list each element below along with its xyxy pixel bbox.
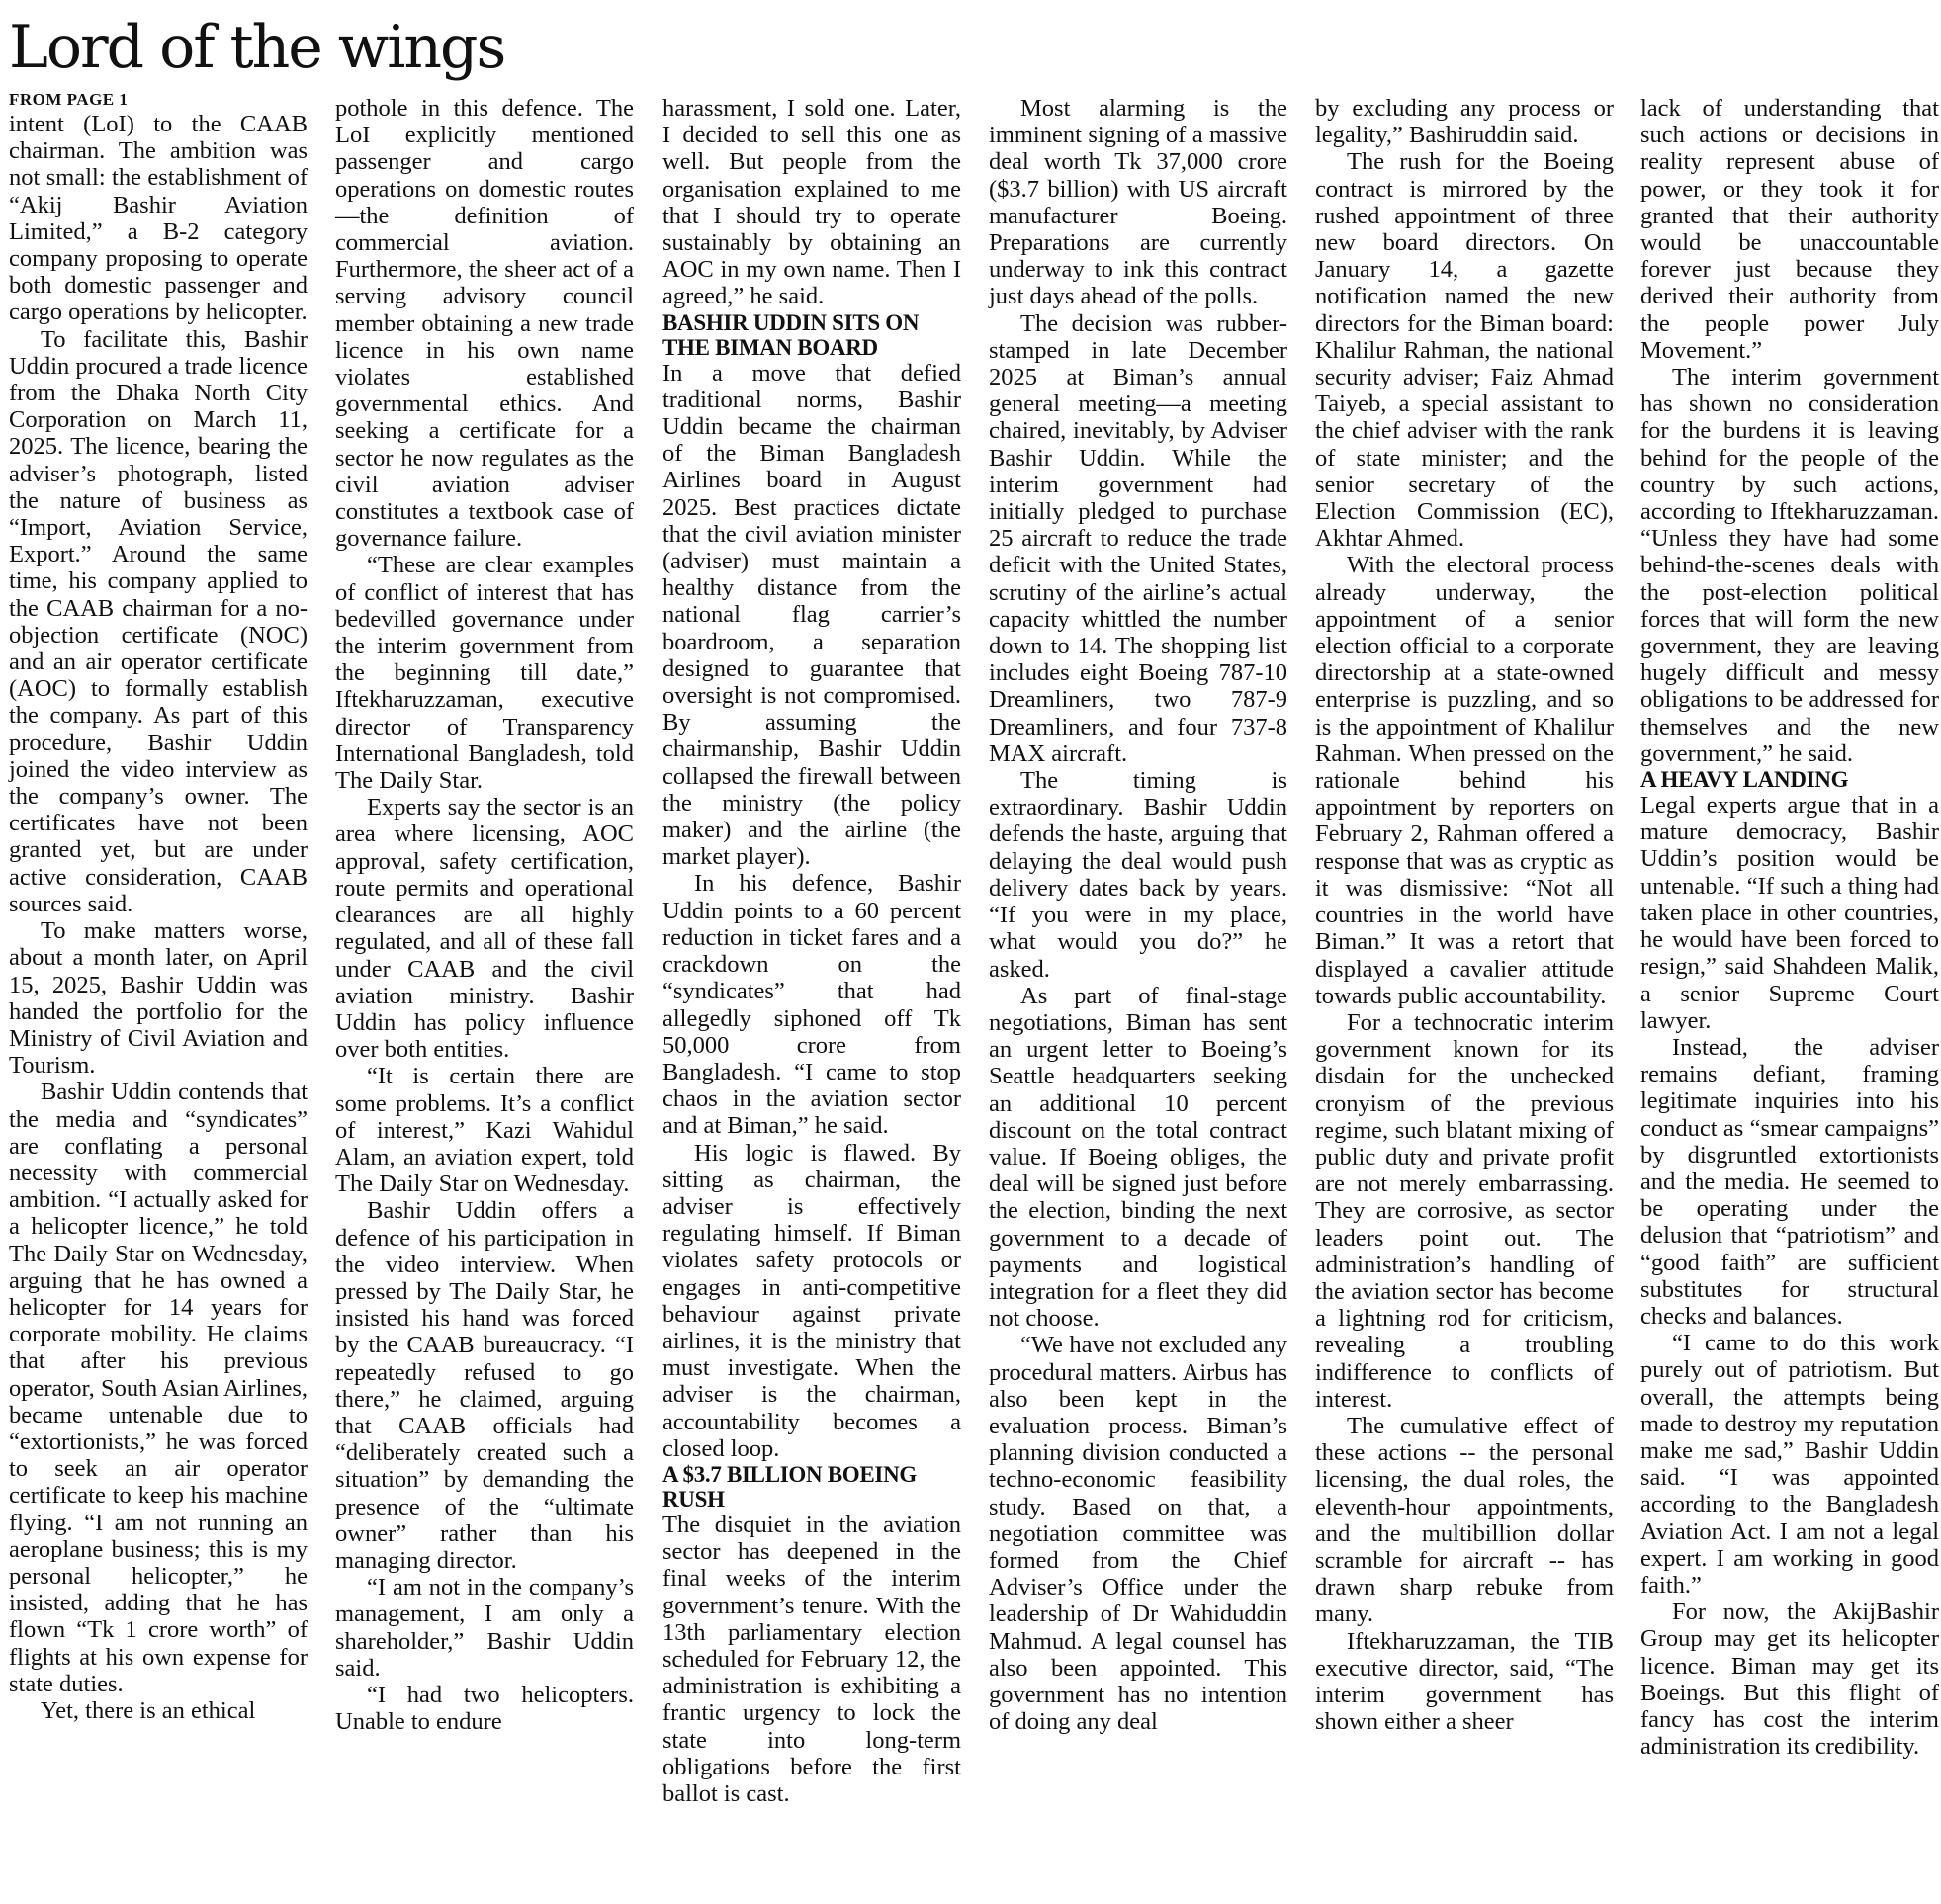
paragraph: Iftekharuzzaman, the TIB executive director, said, “The interim government has shown either a sheer [1315, 1627, 1614, 1736]
paragraph: The decision was rubber-stamped in late December 2025 at Biman’s annual general meeting—a meeting chaired, inevitably, by Adviser Bashir Uddin. While the interim government had initially pledged to purchase 25 aircraft to reduce the trade deficit with the United States, scrutiny of the airline’s actual capacity whittled the number down to 14. The shopping list includes eight Boeing 787-10 Dreamliners, two 787-9 Dreamliners, and four 737-8 MAX aircraft. [989, 309, 1287, 767]
paragraph: “It is certain there are some problems. It’s a conflict of interest,” Kazi Wahidul Alam, an aviation expert, told The Daily Star on Wednesday. [335, 1063, 634, 1198]
paragraph: In a move that defied traditional norms, Bashir Uddin became the chairman of the Biman Bangladesh Airlines board in August 2025. Best practices dictate that the civil aviation minister (adviser) must maintain a healthy distance from the national flag carrier’s boardroom, a separation designed to guarantee that oversight is not compromised. By assuming the chairmanship, Bashir Uddin collapsed the firewall between the ministry (the policy maker) and the airline (the market player). [662, 359, 961, 871]
paragraph: To make matters worse, about a month later, on April 15, 2025, Bashir Uddin was handed the portfolio for the Ministry of Civil Aviation and Tourism. [9, 917, 308, 1080]
article-column-1 [9, 90, 309, 1724]
article-column-4 [989, 95, 1287, 1735]
paragraph: The disquiet in the aviation sector has deepened in the final weeks of the interim government’s tenure. With the 13th parliamentary election scheduled for February 12, the administration is exhibiting a frantic urgency to lock the state into long-term obligations before the first ballot is cast. [662, 1511, 961, 1807]
article-column-2 [335, 95, 634, 1735]
paragraph: The interim government has shown no consideration for the burdens it is leaving behind for the people of the country by such actions, according to Iftekharuzzaman. “Unless they have had some behind-the-scenes deals with the post-election political forces that will form the new government, they are leaving hugely difficult and messy obligations to be addressed for themselves and the new government,” he said. [1640, 364, 1939, 767]
subheading: A HEAVY LANDING [1640, 767, 1849, 793]
paragraph: “We have not excluded any procedural matters. Airbus has also been kept in the evaluation process. Biman’s planning division conducted a techno-economic feasibility study. Based on that, a negotiation committee was formed from the Chief Adviser’s Office under the leadership of Dr Wahiduddin Mahmud. A legal counsel has also been appointed. This government has no intention of doing any deal [989, 1332, 1287, 1736]
paragraph: The timing is extraordinary. Bashir Uddin defends the haste, arguing that delaying the deal would push delivery dates back by years. “If you were in my place, what would you do?” he asked. [989, 767, 1287, 983]
article-column-3 [662, 95, 961, 1807]
paragraph: His logic is flawed. By sitting as chairman, the adviser is effectively regulating himself. If Biman violates safety protocols or engages in anti-competitive behaviour against private airlines, it is the ministry that must investigate. When the adviser is the chairman, accountability becomes a closed loop. [662, 1139, 961, 1462]
article-column-5 [1315, 95, 1614, 1735]
subheading: A $3.7 BILLION BOEING RUSH [662, 1461, 917, 1512]
paragraph: For now, the AkijBashir Group may get its helicopter licence. Biman may get its Boeings. But this flight of fancy has cost the interim administration its credibility. [1640, 1599, 1939, 1761]
paragraph: “I came to do this work purely out of patriotism. But overall, the attempts being made to destroy my reputation make me sad,” Bashir Uddin said. “I was appointed according to the Bangladesh Aviation Act. I am not a legal expert. I am working in good faith.” [1640, 1330, 1939, 1599]
article-column-6 [1640, 95, 1939, 1760]
paragraph: Experts say the sector is an area where licensing, AOC approval, safety certification, route permits and operational clearances are all highly regulated, and all of these fall under CAAB and the civil aviation ministry. Bashir Uddin has policy influence over both entities. [335, 794, 634, 1064]
jump-line: FROM PAGE 1 [9, 90, 129, 109]
paragraph: Legal experts argue that in a mature democracy, Bashir Uddin’s position would be untenable. “If such a thing had taken place in other countries, he would have been forced to resign,” said Shahdeen Malik, a senior Supreme Court lawyer. [1640, 792, 1939, 1034]
paragraph: With the electoral process already underway, the appointment of a senior election official to a corporate directorship at a state-owned enterprise is puzzling, and so is the appointment of Khalilur Rahman. When pressed on the rationale behind his appointment by reporters on February 2, Rahman offered a response that was as cryptic as it was dismissive: “Not all countries in the world have Biman.” It was a retort that displayed a cavalier attitude towards public accountability. [1315, 552, 1614, 1009]
paragraph: lack of understanding that such actions or decisions in reality represent abuse of power, or they took it for granted that their authority would be unaccountable forever just because they derived their authority from the people power July Movement.” [1640, 95, 1939, 364]
paragraph: The cumulative effect of these actions -- the personal licensing, the dual roles, the eleventh-hour appointments, and the multibillion dollar scramble for aircraft -- has drawn sharp rebuke from many. [1315, 1412, 1614, 1628]
paragraph: The rush for the Boeing contract is mirrored by the rushed appointment of three new board directors. On January 14, a gazette notification named the new directors for the Biman board: Khalilur Rahman, the national security adviser; Faiz Ahmad Taiyeb, a special assistant to the chief adviser with the rank of state minister; and the senior secretary of the Election Commission (EC), Akhtar Ahmed. [1315, 148, 1614, 553]
paragraph: As part of final-stage negotiations, Biman has sent an urgent letter to Boeing’s Seattle headquarters seeking an additional 10 percent discount on the total contract value. If Boeing obliges, the deal will be signed just before the election, binding the next government to a decade of payments and logistical integration for a fleet they did not choose. [989, 982, 1287, 1333]
paragraph: Yet, there is an ethical [41, 1696, 256, 1724]
paragraph: Bashir Uddin contends that the media and “syndicates” are conflating a personal necessity with commercial ambition. “I actually asked for a helicopter licence,” he told The Daily Star on Wednesday, arguing that he has owned a helicopter for 14 years for corporate mobility. He claims that after his previous operator, South Asian Airlines, became untenable due to “extortionists,” he was forced to seek an air operator certificate to keep his machine flying. “I am not running an aeroplane business; this is my personal helicopter,” he insisted, adding that he has flown “Tk 1 crore worth” of flights at his own expense for state duties. [9, 1079, 308, 1697]
headline: Lord of the wings [9, 13, 505, 82]
paragraph: by excluding any process or legality,” Bashiruddin said. [1315, 95, 1614, 149]
paragraph: Bashir Uddin offers a defence of his participation in the video interview. When pressed by The Daily Star, he insisted his hand was forced by the CAAB bureaucracy. “I repeatedly refused to go there,” he claimed, arguing that CAAB officials had “deliberately created such a situation” by demanding the presence of the “ultimate owner” rather than his managing director. [335, 1197, 634, 1574]
paragraph: harassment, I sold one. Later, I decided to sell this one as well. But people from the organisation explained to me that I should try to operate sustainably by obtaining an AOC in my own name. Then I agreed,” he said. [662, 95, 961, 310]
paragraph: “These are clear examples of conflict of interest that has bedevilled governance under the interim government from the beginning till date,” Iftekharuzzaman, executive director of Transparency International Bangladesh, told The Daily Star. [335, 552, 634, 795]
paragraph: In his defence, Bashir Uddin points to a 60 percent reduction in ticket fares and a crackdown on the “syndicates” that had allegedly siphoned off Tk 50,000 crore from Bangladesh. “I came to stop chaos in the aviation sector and at Biman,” he said. [662, 870, 961, 1140]
paragraph: pothole in this defence. The LoI explicitly mentioned passenger and cargo operations on domestic routes—the definition of commercial aviation. Furthermore, the sheer act of a serving advisory council member obtaining a new trade licence in his own name violates established governmental ethics. And seeking a certificate for a sector he now regulates as the civil aviation adviser constitutes a textbook case of governance failure. [335, 95, 634, 553]
paragraph: “I had two helicopters. Unable to endure [335, 1681, 634, 1736]
paragraph: For a technocratic interim government known for its disdain for the unchecked cronyism of the previous regime, such blatant mixing of public duty and private profit are not merely embarrassing. They are corrosive, as sector leaders point out. The administration’s handling of the aviation sector has become a lightning rod for criticism, revealing a troubling indifference to conflicts of interest. [1315, 1008, 1614, 1413]
paragraph: intent (LoI) to the CAAB chairman. The ambition was not small: the establishment of “Akij Bashir Aviation Limited,” a B-2 category company proposing to operate both domestic passenger and cargo operations by helicopter. [9, 111, 308, 326]
subheading: BASHIR UDDIN SITS ON THE BIMAN BOARD [662, 309, 920, 360]
paragraph: To facilitate this, Bashir Uddin procured a trade licence from the Dhaka North City Corporation on March 11, 2025. The licence, bearing the adviser’s photograph, listed the nature of business as “Import, Aviation Service, Export.” Around the same time, his company applied to the CAAB chairman for a no-objection certificate (NOC) and an air operator certificate (AOC) to formally establish the company. As part of this procedure, Bashir Uddin joined the video interview as the company’s owner. The certificates have not been granted yet, but are under active consideration, CAAB sources said. [9, 325, 309, 917]
paragraph: “I am not in the company’s management, I am only a shareholder,” Bashir Uddin said. [335, 1574, 634, 1682]
paragraph: Most alarming is the imminent signing of a massive deal worth Tk 37,000 crore ($3.7 billion) with US aircraft manufacturer Boeing. Preparations are currently underway to ink this contract just days ahead of the polls. [989, 95, 1287, 310]
paragraph: Instead, the adviser remains defiant, framing legitimate inquiries into his conduct as “smear campaigns” by disgruntled extortionists and the media. He seemed to be operating under the delusion that “patriotism” and “good faith” are sufficient substitutes for structural checks and balances. [1640, 1033, 1939, 1330]
